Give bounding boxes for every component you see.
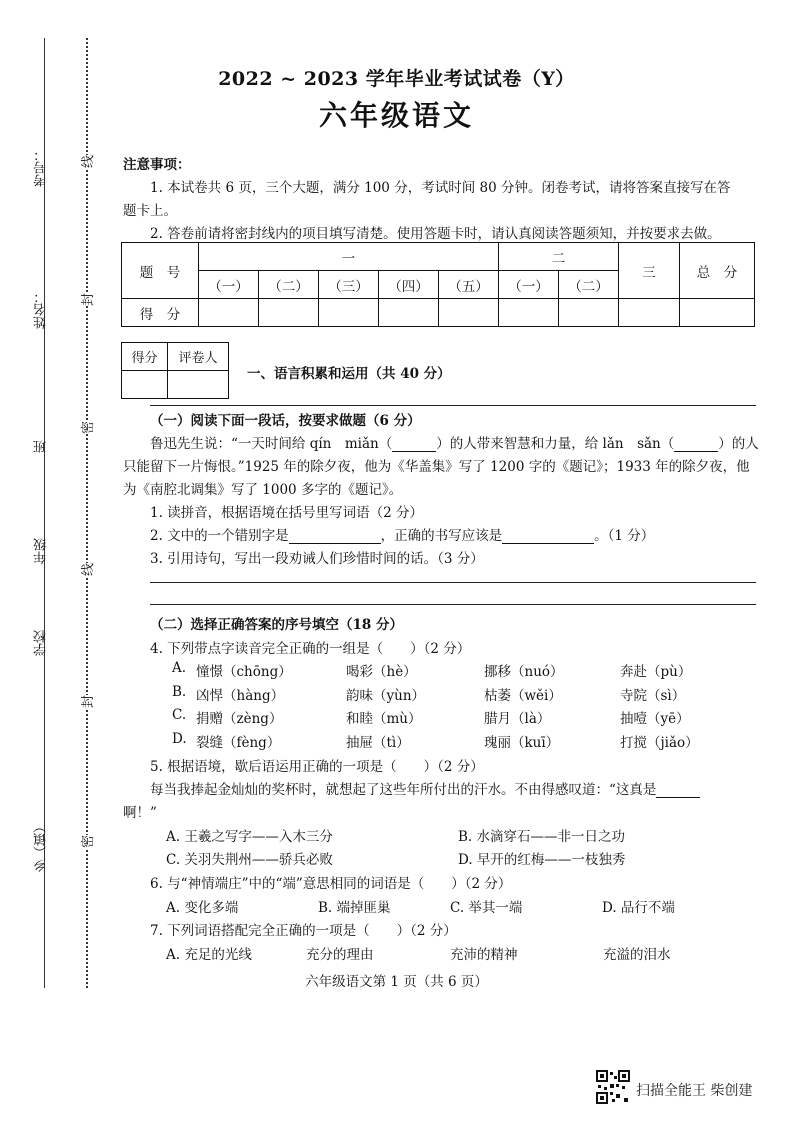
score-cell[interactable]: [680, 299, 755, 327]
ban-label: 班: [34, 440, 49, 453]
q4-option-d-2: 抽屉（tì）: [346, 735, 410, 751]
q7-option-1: A. 充足的光线: [166, 947, 252, 963]
q4-option-c-letter: C.: [172, 707, 187, 723]
scanner-watermark: 扫描全能王 柴创建: [636, 1083, 753, 1099]
q6-option-b: B. 端掉匪巢: [318, 900, 391, 916]
sub-1-3: （三）: [319, 271, 379, 299]
q4-option-a-2: 喝彩（hè）: [346, 664, 417, 680]
divider: [150, 405, 756, 406]
seal-xian-1: 线: [77, 155, 96, 168]
section1-title: 一、语言积累和运用（共 40 分）: [247, 366, 451, 382]
q4-option-b-3: 枯萎（wěi）: [484, 688, 562, 704]
page-number: 六年级语文第 1 页（共 6 页）: [305, 974, 488, 990]
q6-option-c: C. 举其一端: [450, 900, 523, 916]
passage-line-3: 为《南腔北调集》写了 1000 多字的《题记》。: [123, 482, 403, 498]
nianji-label: 年级: [34, 538, 49, 564]
q4-option-a-1: 憧憬（chōng）: [196, 664, 292, 680]
notes-heading: 注意事项：: [123, 157, 191, 173]
defen-cell: 得 分: [122, 299, 199, 327]
sub-1-1: （一）: [199, 271, 259, 299]
score-cell[interactable]: [259, 299, 319, 327]
q4-option-c-1: 捐赠（zèng）: [196, 711, 283, 727]
question-7: 7. 下列词语搭配完全正确的一项是（ ）（2 分）: [150, 923, 457, 939]
answer-blank-lansan[interactable]: [674, 451, 718, 452]
q4-option-b-4: 寺院（sì）: [620, 688, 686, 704]
q4-option-a-3: 挪移（nuó）: [484, 664, 564, 680]
seal-feng-2: 封: [77, 695, 96, 708]
answer-line-q3[interactable]: [150, 604, 756, 605]
q4-option-d-letter: D.: [172, 731, 187, 747]
q4-option-b-1: 凶悍（hàng）: [196, 688, 285, 704]
q6-option-d: D. 品行不端: [602, 900, 675, 916]
answer-line-q3[interactable]: [150, 582, 756, 583]
seal-mi-2: 密: [77, 835, 96, 848]
tihao-cell: 题 号: [122, 243, 199, 299]
passage-line-2: 只能留下一片悔恨。”1925 年的除夕夜，他为《华盖集》写了 1200 字的《题记》；1933 年的除夕夜，他: [123, 459, 750, 475]
part3-header: 三: [619, 243, 680, 299]
answer-blank-correct-char[interactable]: [502, 543, 594, 544]
grader-score-cell[interactable]: [122, 371, 168, 399]
notes-item-2: 2. 答卷前请将密封线内的项目填写清楚。使用答题卡时，请认真阅读答题须知，并按要求去做。: [150, 226, 721, 242]
q5-option-a: A. 王羲之写字——入木三分: [166, 829, 333, 845]
question-4: 4. 下列带点字读音完全正确的一组是（ ）（2 分）: [150, 641, 471, 657]
question-1: 1. 读拼音，根据语境在括号里写词语（2 分）: [150, 505, 424, 521]
score-cell[interactable]: [499, 299, 559, 327]
q4-option-b-letter: B.: [172, 684, 187, 700]
score-table: [121, 242, 755, 327]
grader-reviewer-cell[interactable]: [168, 371, 229, 399]
subject-title: 六年级语文: [318, 99, 474, 132]
score-cell[interactable]: [439, 299, 499, 327]
seal-mi-1: 密: [77, 421, 96, 434]
notes-item-1-cont: 题卡上。: [123, 203, 177, 219]
q4-option-d-4: 打搅（jiǎo）: [620, 735, 699, 751]
q7-option-3: 充沛的精神: [450, 947, 518, 963]
q5-context: 每当我捧起金灿灿的奖杯时，就想起了这些年所付出的汗水。不由得感叹道：“这真是: [150, 778, 700, 798]
q5-context-cont: 啊！”: [123, 805, 157, 821]
part2-title: （二）选择正确答案的序号填空（18 分）: [150, 617, 403, 633]
sub-1-5: （五）: [439, 271, 499, 299]
score-cell[interactable]: [379, 299, 439, 327]
grader-score-label: 得分: [122, 343, 168, 371]
seal-xian-2: 线: [77, 563, 96, 576]
part2-header: 二: [499, 243, 619, 271]
q7-option-4: 充溢的泪水: [603, 947, 671, 963]
q4-option-d-1: 裂缝（fèng）: [196, 735, 281, 751]
q4-option-d-3: 瑰丽（kuī）: [484, 735, 560, 751]
sub-2-2: （二）: [559, 271, 619, 299]
q4-option-a-letter: A.: [172, 660, 187, 676]
sub-2-1: （一）: [499, 271, 559, 299]
q4-option-a-4: 奔赴（pù）: [620, 664, 692, 680]
notes-item-1: 1. 本试卷共 6 页，三个大题，满分 100 分，考试时间 80 分钟。闭卷考试，请将答案直接写在答: [150, 180, 731, 196]
seal-feng-1: 封: [77, 293, 96, 306]
question-5: 5. 根据语境，歇后语运用正确的一项是（ ）（2 分）: [150, 759, 484, 775]
total-header: 总 分: [680, 243, 755, 299]
xiang-label: 乡（镇）: [34, 820, 49, 872]
score-cell[interactable]: [559, 299, 619, 327]
score-cell[interactable]: [619, 299, 680, 327]
sub-1-2: （二）: [259, 271, 319, 299]
passage-line-1: 鲁迅先生说：“一天时间给 qín miǎn（ ）的人带来智慧和力量，给 lǎn sǎn（ ）的人: [150, 436, 759, 452]
qr-code-icon: [596, 1070, 630, 1104]
answer-blank-q5[interactable]: [656, 797, 700, 798]
grader-reviewer-label: 评卷人: [168, 343, 229, 371]
exam-title: 2022 ~ 2023 学年毕业考试试卷（Y）: [218, 68, 575, 90]
sub-1-4: （四）: [379, 271, 439, 299]
answer-blank-qinmian[interactable]: [392, 451, 436, 452]
score-cell[interactable]: [199, 299, 259, 327]
q7-option-2: 充分的理由: [306, 947, 374, 963]
question-3: 3. 引用诗句，写出一段劝诫人们珍惜时间的话。（3 分）: [150, 551, 484, 567]
answer-blank-wrong-char[interactable]: [289, 543, 381, 544]
q5-option-b: B. 水滴穿石——非一日之功: [458, 829, 626, 845]
grader-table: [121, 342, 229, 399]
xuexiao-label: 学校: [34, 630, 49, 656]
q5-option-c: C. 关羽失荆州——骄兵必败: [166, 852, 333, 868]
q4-option-c-3: 腊月（là）: [484, 711, 551, 727]
q4-option-b-2: 韵味（yùn）: [346, 688, 426, 704]
kaohao-label: 考号：: [34, 148, 49, 187]
question-6: 6. 与“神情端庄”中的“端”意思相同的词语是（ ）（2 分）: [150, 876, 512, 892]
xingming-label: 姓名：: [34, 290, 49, 329]
score-cell[interactable]: [319, 299, 379, 327]
q4-option-c-2: 和睦（mù）: [346, 711, 422, 727]
question-2: 2. 文中的一个错别字是 ，正确的书写应该是 。（1 分）: [150, 528, 655, 544]
q4-option-c-4: 抽噎（yē）: [620, 711, 690, 727]
q6-option-a: A. 变化多端: [166, 900, 239, 916]
part1-header: 一: [199, 243, 499, 271]
q5-option-d: D. 早开的红梅——一枝独秀: [458, 852, 626, 868]
part1-title: （一）阅读下面一段话，按要求做题（6 分）: [150, 413, 421, 429]
